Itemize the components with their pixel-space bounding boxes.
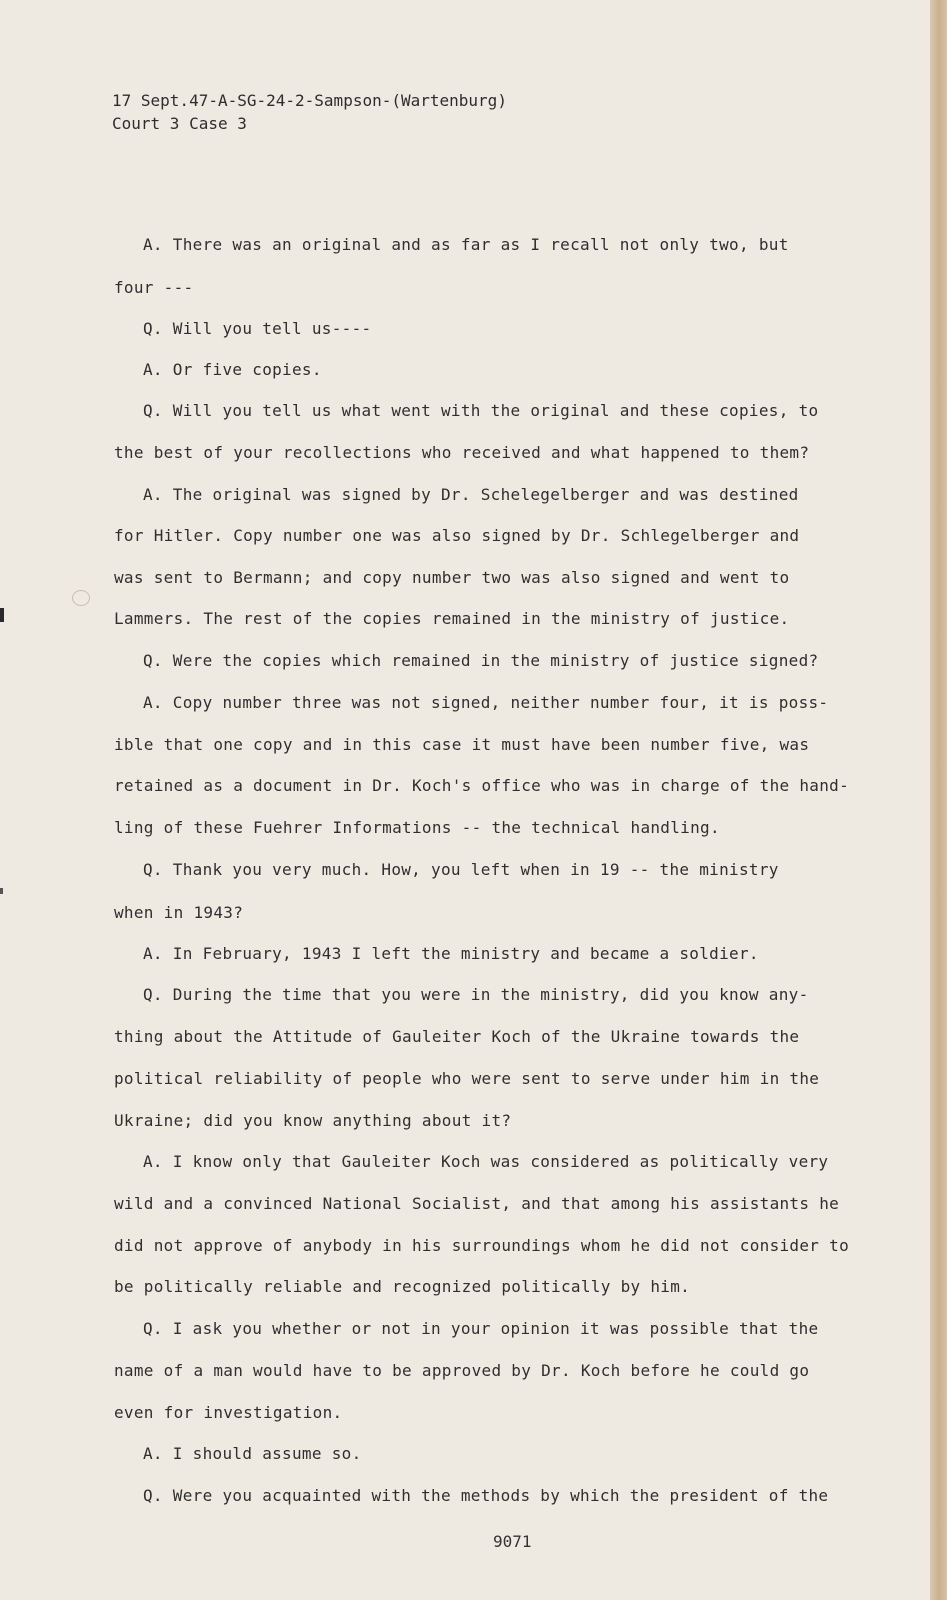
binding-mark — [0, 888, 3, 894]
transcript-line: political reliability of people who were sent to serve under him in the — [114, 1069, 820, 1088]
transcript-line: even for investigation. — [114, 1403, 343, 1422]
transcript-line: was sent to Bermann; and copy number two was also signed and went to — [114, 568, 790, 587]
transcript-line: be politically reliable and recognized politically by him. — [114, 1277, 691, 1296]
transcript-line: A. I know only that Gauleiter Koch was considered as politically very — [143, 1152, 829, 1171]
transcript-line: the best of your recollections who received and what happened to them? — [114, 443, 810, 462]
transcript-line: for Hitler. Copy number one was also signed by Dr. Schlegelberger and — [114, 526, 800, 545]
document-header — [112, 89, 507, 135]
transcript-line: Q. During the time that you were in the ministry, did you know any- — [143, 985, 809, 1004]
transcript-line: Q. Were you acquainted with the methods by which the president of the — [143, 1486, 829, 1505]
transcript-line: did not approve of anybody in his surroundings whom he did not consider to — [114, 1236, 850, 1255]
transcript-line: retained as a document in Dr. Koch's office who was in charge of the hand- — [114, 776, 850, 795]
transcript-line: when in 1943? — [114, 903, 244, 922]
transcript-line: four --- — [114, 278, 194, 297]
punch-hole — [72, 590, 90, 606]
transcript-line: A. Copy number three was not signed, neither number four, it is poss- — [143, 693, 829, 712]
header-court-case: Court 3 Case 3 — [112, 114, 247, 133]
transcript-line: ible that one copy and in this case it must have been number five, was — [114, 735, 810, 754]
transcript-line: name of a man would have to be approved by Dr. Koch before he could go — [114, 1361, 810, 1380]
transcript-line: Lammers. The rest of the copies remained in the ministry of justice. — [114, 609, 790, 628]
transcript-line: Q. Will you tell us what went with the original and these copies, to — [143, 401, 819, 420]
transcript-line: ling of these Fuehrer Informations -- the technical handling. — [114, 818, 720, 837]
transcript-line: A. The original was signed by Dr. Schelegelberger and was destined — [143, 485, 799, 504]
transcript-line: Q. I ask you whether or not in your opinion it was possible that the — [143, 1319, 819, 1338]
transcript-line: Q. Thank you very much. How, you left when in 19 -- the ministry — [143, 860, 779, 879]
transcript-line: A. I should assume so. — [143, 1444, 362, 1463]
transcript-line: A. There was an original and as far as I recall not only two, but — [143, 235, 789, 254]
transcript-line: Q. Will you tell us---- — [143, 319, 372, 338]
transcript-line: thing about the Attitude of Gauleiter Koch of the Ukraine towards the — [114, 1027, 800, 1046]
transcript-line: Ukraine; did you know anything about it? — [114, 1111, 512, 1130]
page-number: 9071 — [493, 1532, 532, 1551]
transcript-line: A. Or five copies. — [143, 360, 322, 379]
transcript-line: wild and a convinced National Socialist, and that among his assistants he — [114, 1194, 840, 1213]
transcript-line: Q. Were the copies which remained in the ministry of justice signed? — [143, 651, 819, 670]
transcript-line: A. In February, 1943 I left the ministry and became a soldier. — [143, 944, 759, 963]
header-reference: 17 Sept.47-A-SG-24-2-Sampson-(Wartenburg) — [112, 91, 507, 110]
page-edge — [930, 0, 947, 1600]
binding-mark — [0, 608, 4, 622]
